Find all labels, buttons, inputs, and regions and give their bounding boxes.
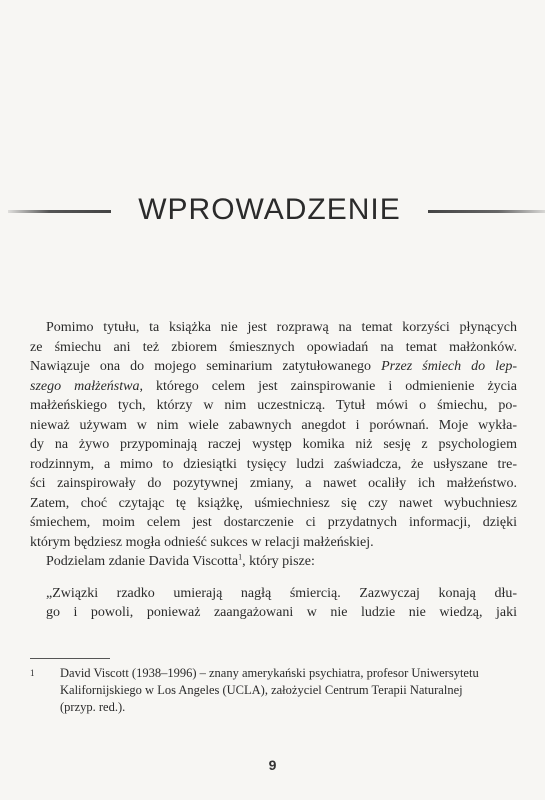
quote-line: „Związki rzadko umierają nagłą śmiercią. Zazwyczaj konają dłu- [46,585,517,601]
text-line: którym będziesz mogła odnieść sukces w relacji małżeńskiej. [30,534,374,550]
footnote-line: David Viscott (1938–1996) – znany amerykański psychiatra, profesor Uniwersytetu [60,666,479,680]
text-segment: , którego celem jest zainspirowanie i odmienienie życia [139,378,518,394]
text-line: ści zainspirowały do pozytywnej zmiany, a nawet ocaliły ich małżeństwo. [30,476,517,491]
footnote-line: (przyp. red.). [60,700,126,714]
text-segment: Nawiązuje ona do mojego seminarium zatytułowanego [30,359,382,374]
footnote [30,665,517,716]
seminar-title-italic: Przez śmiech do lep- [381,359,517,374]
footnote-reference: 1 [238,552,243,562]
text-line: ze śmiechu ani też zbiorem śmiesznych opowiadań na temat małżonków. [30,339,517,355]
block-quote [30,584,517,623]
text-segment: Podzielam zdanie Davida Viscotta [46,554,239,569]
text-line [30,357,517,377]
text-line: śmiechem, moim celem jest dostarczenie ci przydatnych informacji, dzięki [30,515,517,530]
footnote-number: 1 [30,668,35,678]
page-number: 9 [268,757,277,773]
text-line: dy na żywo przypominają raczej występ komika niż sesję z psychologiem [30,437,517,452]
text-line: Zatem, choć czytając tę książkę, uśmiechniesz się czy nawet wybuchniesz [30,495,517,511]
footnote-separator [30,658,110,659]
text-segment: , który pisze: [242,554,315,569]
text-line [30,552,517,572]
seminar-title-italic: szego małżeństwa [30,378,140,394]
text-line: Pomimo tytułu, ta książka nie jest rozprawą na temat korzyści płynących [46,320,517,335]
decorative-rule-left [8,210,111,213]
body-text [30,318,517,623]
quote-line: go i powoli, ponieważ zaangażowani w nie ludzie nie wiedzą, jaki [46,605,517,620]
paragraph-1 [30,318,517,552]
decorative-rule-right [428,210,545,213]
text-line: rodzinnym, a mimo to dziesiątki tysięcy ludzi zaświadcza, że usłyszane tre- [30,456,517,472]
chapter-title: WPROWADZENIE [138,193,401,226]
chapter-heading [0,190,545,230]
text-line [30,377,517,397]
footnote-text [60,665,517,716]
text-line: małżeńskiego tych, którzy w nim uczestniczą. Tytuł mówi o śmiechu, po- [30,398,517,413]
paragraph-2 [30,552,517,572]
text-line: nieważ używam w nim wiele zabawnych anegdot i porównań. Moje wykła- [30,417,517,433]
footnote-line: Kalifornijskiego w Los Angeles (UCLA), założyciel Centrum Terapii Naturalnej [60,683,463,697]
